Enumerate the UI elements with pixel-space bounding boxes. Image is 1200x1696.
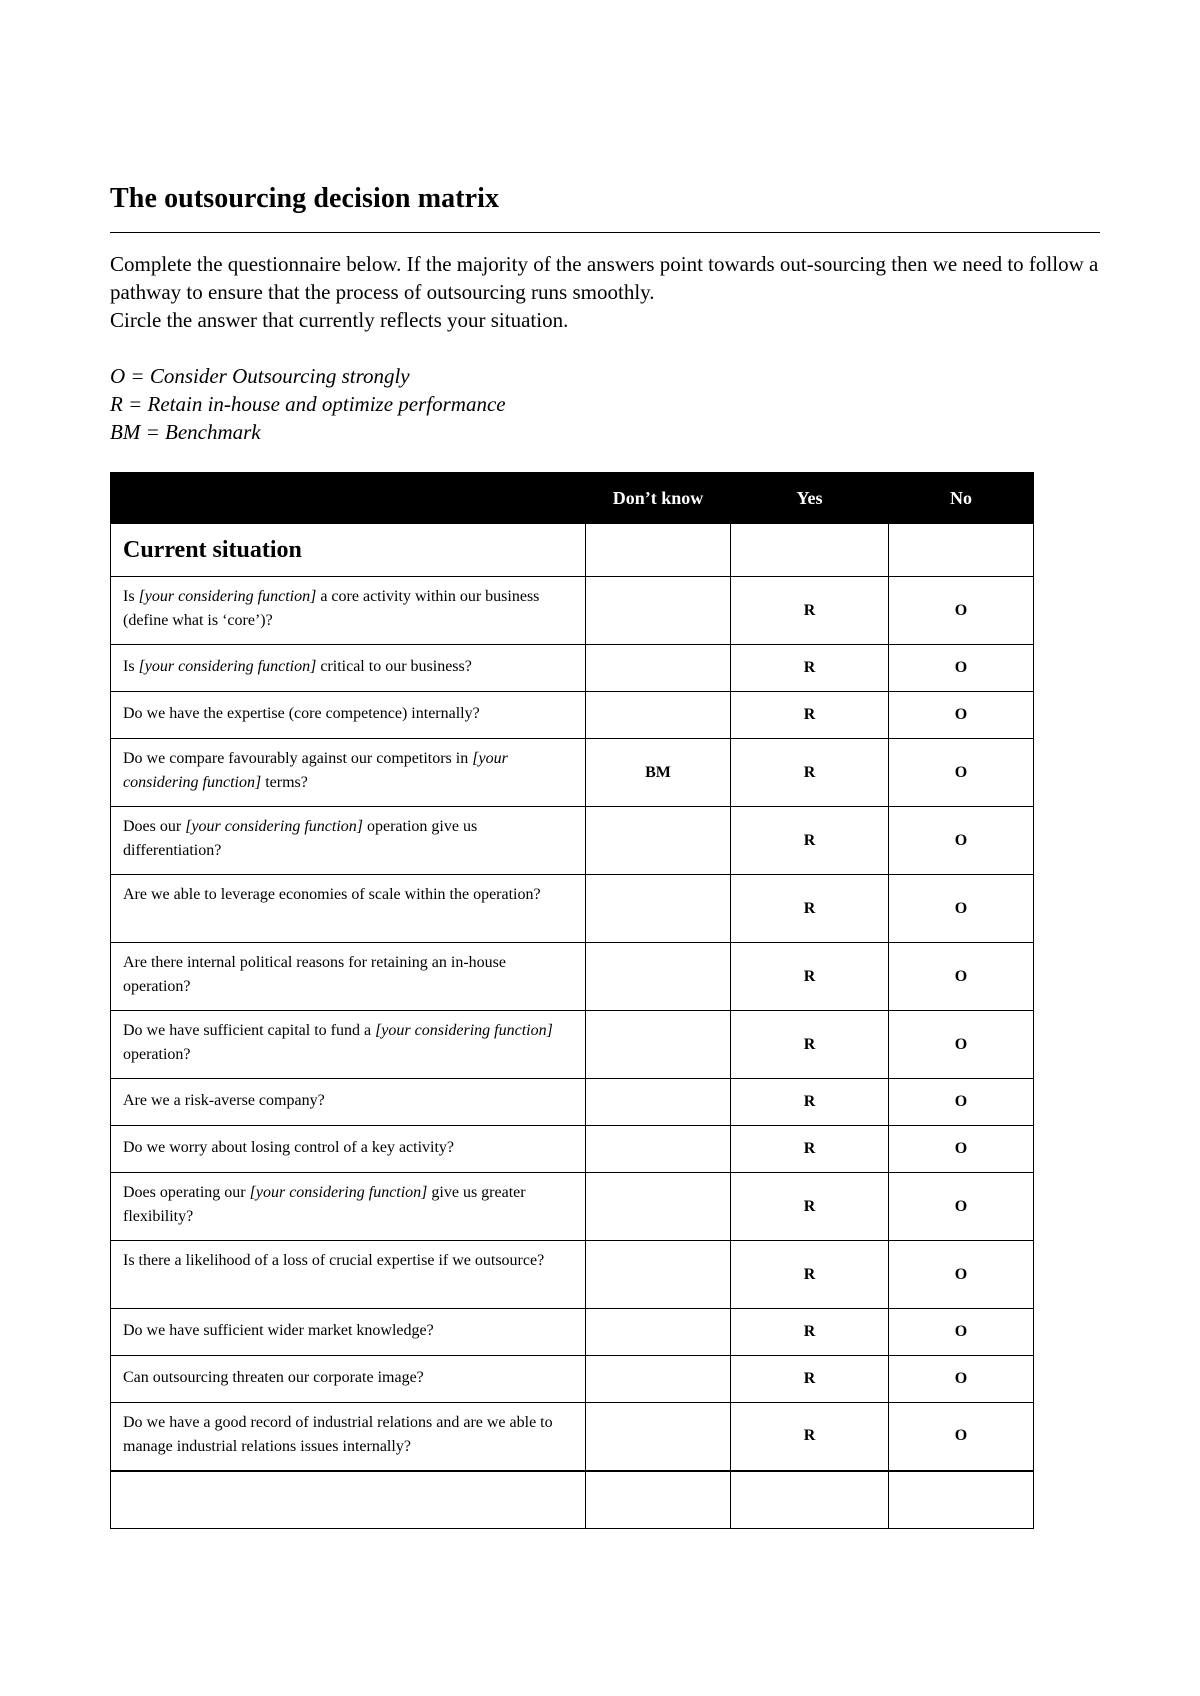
question-text-end: give us greater flexibility? — [123, 1184, 526, 1225]
answer-yes[interactable]: R — [731, 807, 889, 875]
table-row — [111, 1079, 1034, 1126]
section-row — [111, 524, 1034, 577]
answer-no[interactable]: O — [889, 1309, 1034, 1356]
answer-dont-know — [586, 645, 731, 692]
question-text-end: terms? — [261, 774, 308, 791]
answer-yes[interactable]: R — [731, 1173, 889, 1241]
question-cell — [111, 1173, 586, 1241]
answer-dont-know — [586, 577, 731, 645]
answer-no[interactable]: O — [889, 739, 1034, 807]
question-text-end: critical to our business? — [316, 658, 472, 675]
section-empty-cell — [731, 524, 889, 577]
answer-dont-know — [586, 1356, 731, 1403]
question-placeholder: [your considering function] — [138, 588, 317, 605]
intro-paragraph: Complete the questionnaire below. If the majority of the answers point towards out-sourcing then we need to follow a pathway to ensure that the process of outsourcing runs smoothly. — [110, 252, 1099, 304]
question-text: Can outsourcing threaten our corporate image? — [123, 1369, 424, 1386]
question-placeholder: [your considering function] — [185, 818, 363, 835]
answer-yes[interactable]: R — [731, 739, 889, 807]
question-text: Does our — [123, 818, 186, 835]
table-row — [111, 1309, 1034, 1356]
question-cell — [111, 1356, 586, 1403]
answer-yes[interactable]: R — [731, 1011, 889, 1079]
legend-bm: BM = Benchmark — [110, 420, 261, 444]
question-cell — [111, 1126, 586, 1173]
table-row — [111, 739, 1034, 807]
answer-dont-know — [586, 1173, 731, 1241]
answer-yes[interactable]: R — [731, 1403, 889, 1471]
title-divider — [110, 232, 1100, 233]
header-no: No — [889, 473, 1034, 524]
section-empty-cell — [889, 524, 1034, 577]
header-question — [111, 473, 586, 524]
table-row — [111, 1403, 1034, 1471]
answer-yes[interactable]: R — [731, 1309, 889, 1356]
table-row — [111, 692, 1034, 739]
answer-dont-know — [586, 875, 731, 943]
question-cell — [111, 807, 586, 875]
answer-no[interactable]: O — [889, 692, 1034, 739]
empty-cell — [111, 1471, 586, 1529]
answer-dont-know[interactable]: BM — [586, 739, 731, 807]
answer-yes[interactable]: R — [731, 875, 889, 943]
question-placeholder: [your considering function] — [138, 658, 317, 675]
question-cell — [111, 1079, 586, 1126]
question-cell — [111, 645, 586, 692]
answer-yes[interactable]: R — [731, 943, 889, 1011]
table-row — [111, 875, 1034, 943]
question-text: Do we have sufficient wider market knowledge? — [123, 1322, 434, 1339]
question-cell — [111, 1011, 586, 1079]
question-placeholder: [your considering function] — [123, 750, 508, 791]
question-text: Does operating our — [123, 1184, 250, 1201]
question-cell — [111, 577, 586, 645]
table-row — [111, 1241, 1034, 1309]
answer-dont-know — [586, 943, 731, 1011]
table-row — [111, 1173, 1034, 1241]
answer-yes[interactable]: R — [731, 577, 889, 645]
question-text: Do we compare favourably against our competitors in — [123, 750, 473, 767]
intro-instruction: Circle the answer that currently reflects your situation. — [110, 308, 569, 332]
decision-matrix-table — [110, 472, 1034, 1529]
answer-yes[interactable]: R — [731, 1356, 889, 1403]
question-cell — [111, 1241, 586, 1309]
answer-no[interactable]: O — [889, 1403, 1034, 1471]
answer-no[interactable]: O — [889, 577, 1034, 645]
header-yes: Yes — [731, 473, 889, 524]
table-row-empty — [111, 1471, 1034, 1529]
legend — [110, 362, 506, 446]
table-row — [111, 645, 1034, 692]
empty-cell — [586, 1471, 731, 1529]
intro-text — [110, 250, 1110, 334]
question-cell — [111, 875, 586, 943]
question-text: Is — [123, 658, 139, 675]
answer-no[interactable]: O — [889, 875, 1034, 943]
answer-no[interactable]: O — [889, 1126, 1034, 1173]
table-row — [111, 807, 1034, 875]
answer-yes[interactable]: R — [731, 692, 889, 739]
answer-no[interactable]: O — [889, 943, 1034, 1011]
table-row — [111, 1126, 1034, 1173]
answer-no[interactable]: O — [889, 1079, 1034, 1126]
question-cell — [111, 692, 586, 739]
question-text: Are we a risk-averse company? — [123, 1092, 325, 1109]
answer-yes[interactable]: R — [731, 645, 889, 692]
answer-dont-know — [586, 1241, 731, 1309]
question-text-end: a core activity within our business (define what is ‘core’)? — [123, 588, 540, 629]
question-placeholder: [your considering function] — [375, 1022, 553, 1039]
question-cell — [111, 739, 586, 807]
question-text-end: operation? — [123, 1046, 191, 1063]
answer-no[interactable]: O — [889, 1356, 1034, 1403]
answer-no[interactable]: O — [889, 807, 1034, 875]
section-title: Current situation — [111, 524, 586, 577]
table-row — [111, 1356, 1034, 1403]
answer-dont-know — [586, 1309, 731, 1356]
page-title: The outsourcing decision matrix — [110, 183, 500, 214]
empty-cell — [731, 1471, 889, 1529]
header-dont-know: Don’t know — [586, 473, 731, 524]
question-text: Is there a likelihood of a loss of crucial expertise if we outsource? — [123, 1252, 545, 1269]
answer-yes[interactable]: R — [731, 1241, 889, 1309]
section-empty-cell — [586, 524, 731, 577]
answer-dont-know — [586, 807, 731, 875]
question-text: Is — [123, 588, 139, 605]
table-row — [111, 577, 1034, 645]
answer-no[interactable]: O — [889, 645, 1034, 692]
answer-no[interactable]: O — [889, 1173, 1034, 1241]
answer-dont-know — [586, 1403, 731, 1471]
answer-dont-know — [586, 1126, 731, 1173]
table-row — [111, 1011, 1034, 1079]
empty-cell — [889, 1471, 1034, 1529]
answer-dont-know — [586, 692, 731, 739]
table-header-row — [111, 473, 1034, 524]
legend-o: O = Consider Outsourcing strongly — [110, 364, 410, 388]
answer-no[interactable]: O — [889, 1011, 1034, 1079]
question-cell — [111, 1403, 586, 1471]
question-text: Are we able to leverage economies of scale within the operation? — [123, 886, 541, 903]
question-text-end: operation give us differentiation? — [123, 818, 478, 859]
table-row — [111, 943, 1034, 1011]
question-text: Do we have sufficient capital to fund a — [123, 1022, 376, 1039]
question-cell — [111, 1309, 586, 1356]
legend-r: R = Retain in-house and optimize performance — [110, 392, 506, 416]
question-text: Are there internal political reasons for retaining an in-house operation? — [123, 954, 506, 995]
answer-yes[interactable]: R — [731, 1126, 889, 1173]
answer-dont-know — [586, 1079, 731, 1126]
question-text: Do we have a good record of industrial relations and are we able to manage industrial relations issues internally? — [123, 1414, 553, 1455]
answer-no[interactable]: O — [889, 1241, 1034, 1309]
question-placeholder: [your considering function] — [249, 1184, 428, 1201]
answer-yes[interactable]: R — [731, 1079, 889, 1126]
question-cell — [111, 943, 586, 1011]
question-text: Do we worry about losing control of a key activity? — [123, 1139, 455, 1156]
question-text: Do we have the expertise (core competence) internally? — [123, 705, 480, 722]
answer-dont-know — [586, 1011, 731, 1079]
